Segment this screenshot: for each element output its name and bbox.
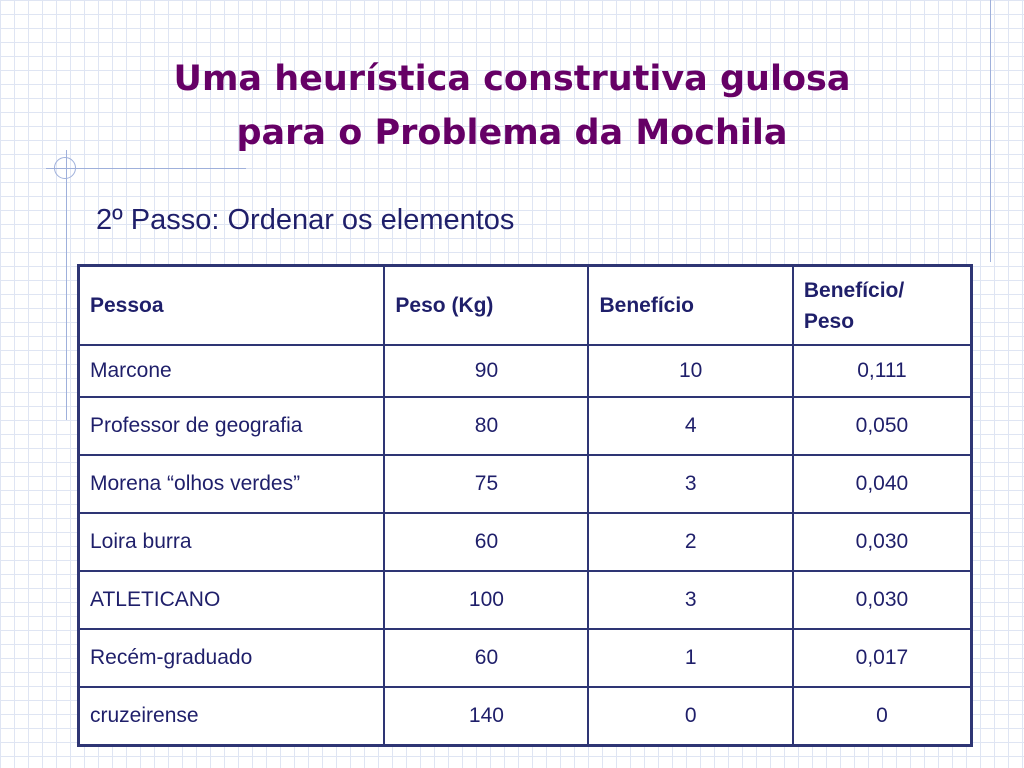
- decorative-circle: [54, 157, 76, 179]
- slide-subtitle: 2º Passo: Ordenar os elementos: [96, 204, 515, 236]
- cell-peso: 80: [384, 397, 588, 455]
- cell-pessoa: Morena “olhos verdes”: [79, 455, 385, 513]
- cell-beneficio: 10: [588, 345, 792, 397]
- cell-pessoa: ATLETICANO: [79, 571, 385, 629]
- table-header-row: [79, 266, 972, 346]
- decorative-line: [66, 150, 67, 420]
- title-line-2: para o Problema da Mochila: [236, 113, 788, 153]
- table-row: [79, 397, 972, 455]
- table-row: [79, 455, 972, 513]
- cell-peso: 60: [384, 629, 588, 687]
- cell-pessoa: cruzeirense: [79, 687, 385, 746]
- cell-razao: 0,017: [793, 629, 972, 687]
- cell-razao: 0,111: [793, 345, 972, 397]
- cell-beneficio: 2: [588, 513, 792, 571]
- cell-peso: 140: [384, 687, 588, 746]
- cell-razao: 0,030: [793, 513, 972, 571]
- table-row: [79, 571, 972, 629]
- cell-beneficio: 1: [588, 629, 792, 687]
- cell-razao: 0,040: [793, 455, 972, 513]
- cell-pessoa: Recém-graduado: [79, 629, 385, 687]
- cell-pessoa: Loira burra: [79, 513, 385, 571]
- slide-title: [0, 52, 1024, 160]
- cell-razao: 0,030: [793, 571, 972, 629]
- knapsack-table: [77, 264, 973, 747]
- cell-peso: 90: [384, 345, 588, 397]
- cell-beneficio: 0: [588, 687, 792, 746]
- cell-beneficio: 3: [588, 455, 792, 513]
- cell-beneficio: 4: [588, 397, 792, 455]
- table-row: [79, 513, 972, 571]
- title-line-1: Uma heurística construtiva gulosa: [173, 59, 851, 99]
- cell-beneficio: 3: [588, 571, 792, 629]
- cell-pessoa: Professor de geografia: [79, 397, 385, 455]
- cell-peso: 75: [384, 455, 588, 513]
- cell-pessoa: Marcone: [79, 345, 385, 397]
- header-peso: Peso (Kg): [384, 266, 588, 346]
- decorative-line: [46, 168, 246, 169]
- header-beneficio: Benefício: [588, 266, 792, 346]
- cell-razao: 0,050: [793, 397, 972, 455]
- cell-peso: 100: [384, 571, 588, 629]
- cell-razao: 0: [793, 687, 972, 746]
- header-beneficio-por-peso: Benefício/ Peso: [793, 266, 972, 346]
- table-row: [79, 629, 972, 687]
- table-row: [79, 345, 972, 397]
- table-row: [79, 687, 972, 746]
- header-pessoa: Pessoa: [79, 266, 385, 346]
- cell-peso: 60: [384, 513, 588, 571]
